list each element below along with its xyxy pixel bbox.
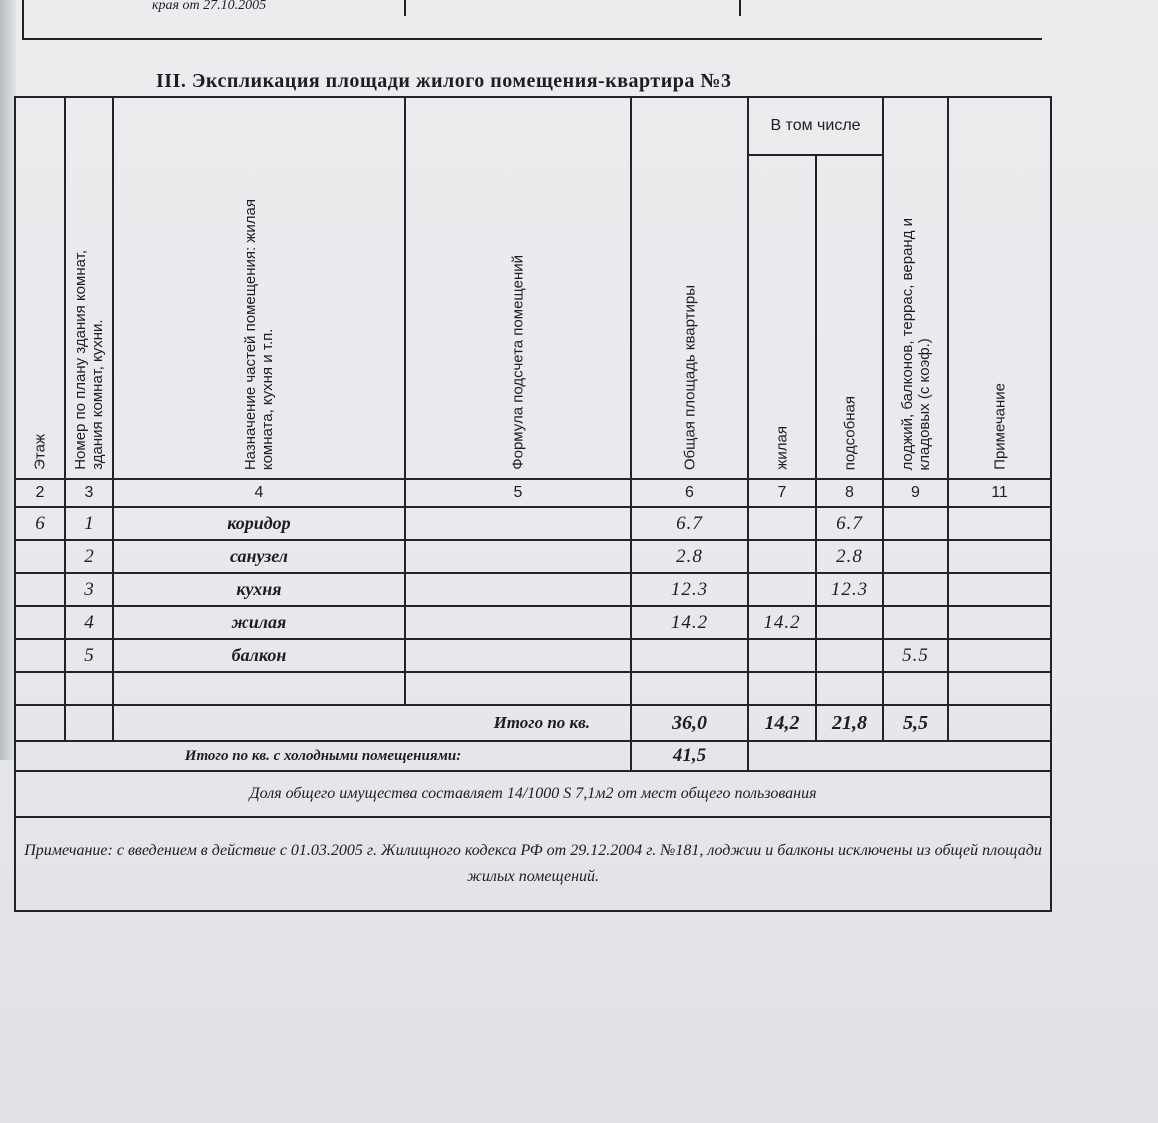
cell-empty bbox=[15, 705, 65, 741]
cell-room-name: коридор bbox=[113, 507, 405, 540]
table-row bbox=[15, 573, 1051, 606]
table-row bbox=[15, 540, 1051, 573]
cell-floor bbox=[15, 639, 65, 672]
footnote-text: Примечание: с введением в действие с 01.03.2005 г. Жилищного кодекса РФ от 29.12.2004 г. №181, лоджии и балконы исключены из общей площади жилых помещений. bbox=[24, 842, 1042, 885]
cell-room-name: жилая bbox=[113, 606, 405, 639]
cell-living-area: 14.2 bbox=[748, 606, 816, 639]
total-balcony-value: 5,5 bbox=[883, 705, 948, 741]
cell-room-name: санузел bbox=[113, 540, 405, 573]
common-property-share: Доля общего имущества составляет 14/1000 S 7,1м2 от мест общего пользования bbox=[15, 771, 1051, 817]
cold-total-row bbox=[15, 741, 1051, 771]
previous-table-fragment bbox=[22, 0, 1042, 40]
header-living-area: жилая bbox=[748, 155, 816, 479]
fragment-divider bbox=[739, 0, 741, 16]
cold-total-label: Итого по кв. с холодными помещениями: bbox=[15, 741, 631, 771]
cell-room-number: 5 bbox=[65, 639, 113, 672]
cell-balcony-area bbox=[883, 540, 948, 573]
header-floor: Этаж bbox=[15, 97, 65, 479]
cell-note bbox=[948, 606, 1051, 639]
cell-empty bbox=[748, 741, 1051, 771]
cell-total-area bbox=[631, 639, 748, 672]
table-row bbox=[15, 672, 1051, 705]
cell-floor: 6 bbox=[15, 507, 65, 540]
total-living-value: 14,2 bbox=[748, 705, 816, 741]
cell-empty bbox=[65, 705, 113, 741]
cell-total-area bbox=[631, 672, 748, 705]
table-row bbox=[15, 606, 1051, 639]
cell-note bbox=[948, 672, 1051, 705]
explication-table bbox=[14, 96, 1052, 912]
total-auxiliary-value: 21,8 bbox=[816, 705, 883, 741]
column-number: 8 bbox=[816, 479, 883, 507]
cell-room-number bbox=[65, 672, 113, 705]
cell-room-name: кухня bbox=[113, 573, 405, 606]
column-number: 11 bbox=[948, 479, 1051, 507]
cell-formula bbox=[405, 606, 631, 639]
cell-auxiliary-area: 6.7 bbox=[816, 507, 883, 540]
header-row bbox=[15, 97, 1051, 155]
cell-balcony-area bbox=[883, 672, 948, 705]
cell-auxiliary-area bbox=[816, 606, 883, 639]
cell-floor bbox=[15, 672, 65, 705]
total-label: Итого по кв. bbox=[113, 705, 631, 741]
cell-total-area: 12.3 bbox=[631, 573, 748, 606]
cell-living-area bbox=[748, 573, 816, 606]
cell-living-area bbox=[748, 540, 816, 573]
cell-formula bbox=[405, 639, 631, 672]
total-row bbox=[15, 705, 1051, 741]
cell-auxiliary-area bbox=[816, 639, 883, 672]
table-row bbox=[15, 507, 1051, 540]
header-formula: Формула подсчета помещений bbox=[405, 97, 631, 479]
cell-note bbox=[948, 639, 1051, 672]
cell-total-area: 14.2 bbox=[631, 606, 748, 639]
header-balcony-area: лоджий, балконов, террас, веранд и кладовых (с коэф.) bbox=[883, 97, 948, 479]
cell-balcony-area: 5.5 bbox=[883, 639, 948, 672]
total-area-value: 36,0 bbox=[631, 705, 748, 741]
cell-formula bbox=[405, 540, 631, 573]
cell-note bbox=[948, 507, 1051, 540]
cell-floor bbox=[15, 573, 65, 606]
fragment-reference-text: края от 27.10.2005 bbox=[152, 0, 267, 13]
column-number: 4 bbox=[113, 479, 405, 507]
note-row bbox=[15, 817, 1051, 911]
cell-room-number: 3 bbox=[65, 573, 113, 606]
header-group-including: В том числе bbox=[748, 97, 883, 155]
cell-auxiliary-area bbox=[816, 672, 883, 705]
cell-floor bbox=[15, 606, 65, 639]
cell-balcony-area bbox=[883, 606, 948, 639]
cell-living-area bbox=[748, 639, 816, 672]
cell-formula bbox=[405, 573, 631, 606]
cell-empty bbox=[948, 705, 1051, 741]
cell-room-name: балкон bbox=[113, 639, 405, 672]
header-total-area: Общая площадь квартиры bbox=[631, 97, 748, 479]
cell-formula bbox=[405, 672, 631, 705]
cell-auxiliary-area: 2.8 bbox=[816, 540, 883, 573]
fragment-divider bbox=[404, 0, 406, 16]
cell-room-number: 1 bbox=[65, 507, 113, 540]
cold-total-value: 41,5 bbox=[631, 741, 748, 771]
cell-room-number: 2 bbox=[65, 540, 113, 573]
cell-note bbox=[948, 540, 1051, 573]
cell-auxiliary-area: 12.3 bbox=[816, 573, 883, 606]
header-note: Примечание bbox=[948, 97, 1051, 479]
table-row bbox=[15, 639, 1051, 672]
cell-living-area bbox=[748, 507, 816, 540]
column-number: 6 bbox=[631, 479, 748, 507]
cell-balcony-area bbox=[883, 507, 948, 540]
column-number: 5 bbox=[405, 479, 631, 507]
column-number-row bbox=[15, 479, 1051, 507]
column-number: 3 bbox=[65, 479, 113, 507]
column-number: 7 bbox=[748, 479, 816, 507]
cell-room-number: 4 bbox=[65, 606, 113, 639]
cell-total-area: 2.8 bbox=[631, 540, 748, 573]
footnote bbox=[15, 817, 1051, 911]
section-title: III. Экспликация площади жилого помещения-квартира №3 bbox=[156, 70, 732, 92]
cell-note bbox=[948, 573, 1051, 606]
share-row bbox=[15, 771, 1051, 817]
cell-floor bbox=[15, 540, 65, 573]
cell-total-area: 6.7 bbox=[631, 507, 748, 540]
cell-room-name bbox=[113, 672, 405, 705]
header-room-purpose: Назначение частей помещения: жилая комната, кухня и т.п. bbox=[113, 97, 405, 479]
column-number: 9 bbox=[883, 479, 948, 507]
cell-balcony-area bbox=[883, 573, 948, 606]
column-number: 2 bbox=[15, 479, 65, 507]
cell-formula bbox=[405, 507, 631, 540]
header-auxiliary-area: подсобная bbox=[816, 155, 883, 479]
cell-living-area bbox=[748, 672, 816, 705]
header-room-number: Номер по плану здания комнат, здания комнат, кухни. bbox=[65, 97, 113, 479]
